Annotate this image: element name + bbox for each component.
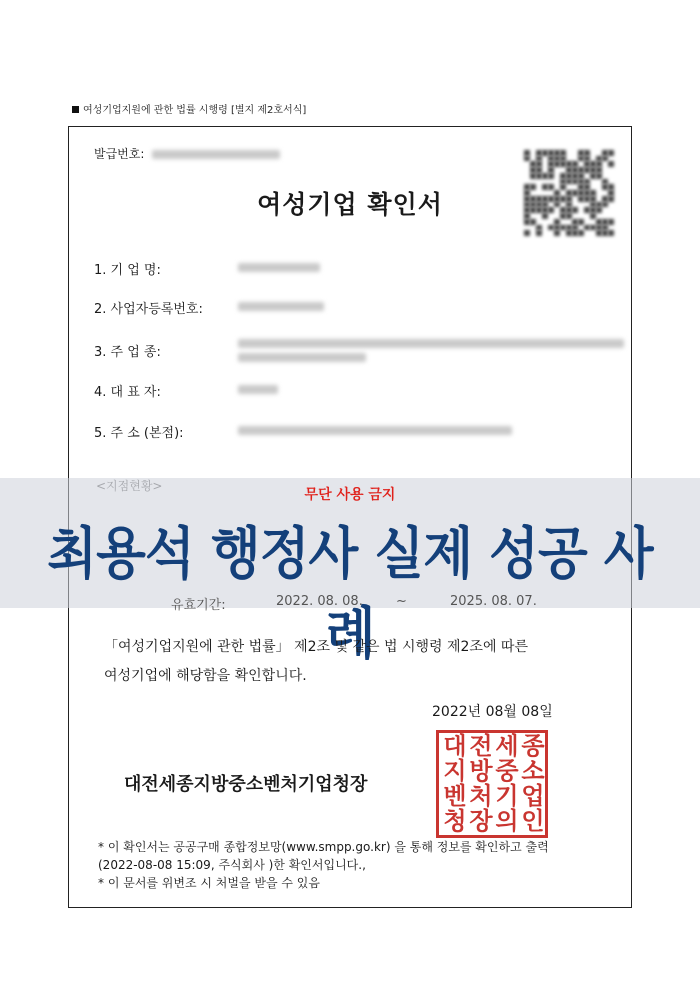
page-title: 여성기업 확인서 (257, 190, 443, 219)
field-main-industry: 3. 주 업 종: (94, 341, 222, 360)
redacted-value (238, 353, 366, 362)
seal-character: 청 (443, 807, 467, 835)
seal-character: 전 (469, 732, 493, 760)
confirmation-line-1: 「여성기업지원에 관한 법률」 제2조 및 같은 법 시행령 제2조에 따른 (104, 639, 528, 655)
validity-start: 2022. 08. 08. (276, 594, 363, 609)
form-note: 여성기업지원에 관한 법률 시행령 [별지 제2호서식] (72, 101, 306, 116)
field-address: 5. 주 소 (본점): (94, 422, 222, 441)
seal-character: 대 (443, 732, 467, 760)
issue-number (94, 145, 280, 162)
field-representative: 4. 대 표 자: (94, 381, 222, 400)
seal-character: 장 (469, 807, 493, 835)
validity-label: 유효기간: (171, 598, 226, 613)
issuer-name: 대전세종지방중소벤처기업청장 (124, 774, 368, 795)
field-business-number: 2. 사업자등록번호: (94, 298, 222, 317)
footnote-1: * 이 확인서는 공공구매 종합정보망(www.smpp.go.kr) 을 통해 정보를 확인하고 출력 (98, 840, 549, 854)
seal-character: 벤 (443, 782, 467, 810)
banner-headline: 최용석 행정사 실제 성공 사례 (47, 522, 653, 667)
seal-character: 세 (495, 732, 519, 760)
seal-character: 중 (495, 757, 519, 785)
official-seal (436, 730, 548, 838)
issue-date: 2022년 08월 08일 (432, 704, 553, 720)
footnote-2: (2022-08-08 15:09, 주식회사 )한 확인서입니다., (98, 858, 366, 872)
square-bullet-icon (72, 106, 79, 113)
validity-end: 2025. 08. 07. (450, 594, 537, 609)
redacted-value (238, 302, 324, 311)
redacted-value (238, 426, 512, 435)
seal-character: 지 (443, 757, 467, 785)
seal-character: 소 (521, 757, 545, 785)
seal-character: 방 (469, 757, 493, 785)
seal-character: 처 (469, 782, 493, 810)
redacted-value (238, 263, 320, 272)
seal-character: 의 (495, 807, 519, 835)
confirmation-line-2: 여성기업에 해당함을 확인합니다. (104, 668, 307, 684)
field-company-name: 1. 기 업 명: (94, 259, 222, 278)
redacted-value (238, 339, 624, 348)
redacted-issue-number (152, 150, 280, 159)
validity-separator: ~ (396, 594, 407, 609)
banner-tag: 무단 사용 금지 (304, 487, 396, 503)
footnote-3: * 이 문서를 위변조 시 처벌을 받을 수 있음 (98, 876, 320, 890)
seal-character: 업 (521, 782, 545, 810)
seal-character: 종 (521, 732, 545, 760)
seal-character: 인 (521, 807, 545, 835)
issue-number-label: 발급번호: (94, 147, 145, 161)
seal-character: 기 (495, 782, 519, 810)
redacted-value (238, 385, 278, 394)
